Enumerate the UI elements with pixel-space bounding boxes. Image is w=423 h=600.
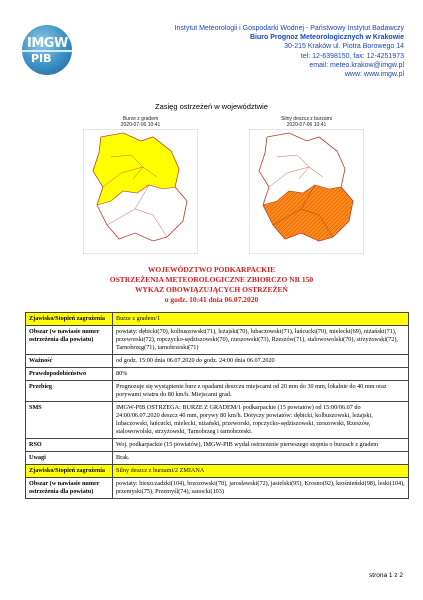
row-value: 80% [113, 368, 409, 381]
table-row [26, 452, 409, 465]
heavy-rain-map [249, 116, 364, 256]
table-row [26, 313, 409, 326]
imgw-logo [22, 25, 72, 75]
row-value: Burze z gradem/1 [113, 313, 409, 326]
institute-name: Instytut Meteorologii i Gospodarki Wodnej - Państwowy Instytut Badawczy [174, 25, 404, 32]
row-key: Obszar (w nawiasie numer ostrzeżenia dla powiatu) [26, 326, 113, 355]
row-key: SMS [26, 402, 113, 439]
office-address: 30-215 Kraków ul. Piotra Borowego 14 [284, 43, 404, 51]
row-key: Przebieg [26, 381, 113, 402]
table-row [26, 326, 409, 355]
map-date: 2020-07-06 10:41 [286, 122, 327, 128]
row-value: Silny deszcz z burzami/2 ZMIANA [113, 465, 409, 478]
headline-region: WOJEWÓDZTWO PODKARPACKIE [147, 265, 276, 274]
map-caption: Silny deszcz z burzami [281, 116, 332, 122]
voivodeship-map [249, 129, 364, 254]
office-phone: tel: 12-6398150, fax: 12-4251973 [300, 52, 404, 60]
row-value: Woj. podkarpackie (15 powiatów), IMGW-PIB wydał ostrzeżenie pierwszego stopnia o burzach z gradem [113, 439, 409, 452]
table-row [26, 355, 409, 368]
table-row [26, 478, 409, 499]
row-key: Zjawisko/Stopień zagrożenia [26, 313, 113, 326]
office-email[interactable]: email: meteo.krakow@imgw.pl [309, 61, 404, 69]
office-name: Biuro Prognoz Meteorologicznych w Krakowie [249, 34, 404, 42]
warning-headline [0, 265, 423, 305]
row-value: IMGW-PIB OSTRZEGA: BURZE Z GRADEM/1 podkarpackie (15 powiatów) od 15:00/06.07 do 24:00/06.07.2020 deszcz 40 mm, porywy 80 km/h. Dotyczy powiatów: dębicki, kolbuszowski, leżajski, lubaczowski, łańcucki, mielecki, niżański, przeworski, ropczycko-sędziszowski, rzeszowski, Rzeszów, stalowowolski, strzyżowski, Tarnobrzeg i tarnobrzeski. [113, 402, 409, 439]
row-key: Prawdopodobieństwo [26, 368, 113, 381]
row-key: Obszar (w nawiasie numer ostrzeżenia dla powiatu) [26, 478, 113, 499]
headline-number: OSTRZEŻENIA METEOROLOGICZNE ZBIORCZO NR 150 [109, 275, 314, 284]
row-key: Uwagi [26, 452, 113, 465]
table-row [26, 368, 409, 381]
warnings-table [25, 312, 409, 499]
headline-list: WYKAZ OBOWIĄZUJĄCYCH OSTRZEŻEŃ [135, 285, 288, 294]
row-key: Zjawisko/Stopień zagrożenia [26, 465, 113, 478]
map-date: 2020-07-06 10:41 [120, 122, 161, 128]
table-row [26, 381, 409, 402]
page-number: strona 1 z 2 [369, 572, 403, 579]
hail-storm-map [83, 116, 198, 256]
table-row [26, 402, 409, 439]
row-value: Brak. [113, 452, 409, 465]
office-website[interactable]: www: www.imgw.pl [344, 71, 404, 79]
logo-text: IMGW [27, 36, 68, 51]
row-value: powiaty: bieszczadzki(104), brzozowski(78), jarosławski(72), jasielski(95), Krosno(92), krośnieński(98), leski(104), przemyski(75), Przemyśl(74), sanocki(103) [113, 478, 409, 499]
row-value: Prognozuje się wystąpienie burz z opadami deszczu miejscami od 20 mm do 30 mm, lokalnie do 40 mm oraz porywami wiatru do 80 km/h. Miejscami grad. [113, 381, 409, 402]
voivodeship-map [83, 129, 198, 254]
row-value: powiaty: dębicki(70), kolbuszowski(71), leżajski(70), lubaczowski(71), łańcucki(70), mielecki(69), niżański(71), przeworski(72), ropczycko-sędziszowski(70), rzeszowski(73), Rzeszów(71), stalowowolski(70), strzyżowski(72), Tarnobrzeg(71), tarnobrzeski(71) [113, 326, 409, 355]
maps-title: Zasięg ostrzeżeń w województwie [155, 102, 268, 111]
table-row [26, 465, 409, 478]
logo-subtext: PIB [31, 52, 52, 65]
map-caption: Burze z gradem [122, 116, 159, 122]
row-value: od godz. 15:00 dnia 06.07.2020 do godz. 24:00 dnia 06.07.2020 [113, 355, 409, 368]
row-key: Ważność [26, 355, 113, 368]
institute-header [175, 24, 404, 79]
table-row [26, 439, 409, 452]
headline-time: o godz. 10:41 dnia 06.07.2020 [164, 295, 259, 304]
row-key: RSO [26, 439, 113, 452]
